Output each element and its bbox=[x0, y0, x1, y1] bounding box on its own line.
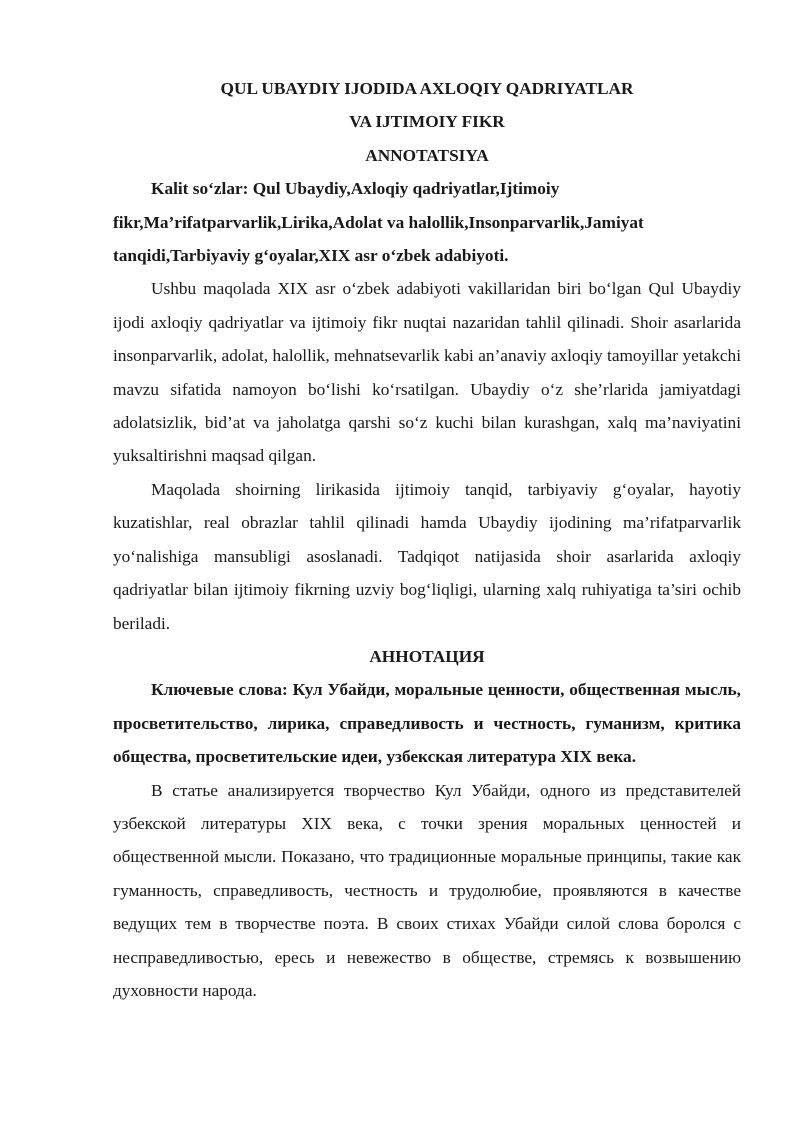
annotation-ru-heading: АННОТАЦИЯ bbox=[369, 646, 485, 666]
annotation-ru-keywords: Ключевые слова: Кул Убайди, моральные ценности, общественная мысль, просветительство, лирика, справедливость и честность, гуманизм, критика общества, просветительские идеи, узбекская литература XIX века. bbox=[113, 680, 741, 767]
article-title-line-1: QUL UBAYDIY IJODIDA AXLOQIY QADRIYATLAR bbox=[220, 79, 634, 98]
annotation-uz-keywords: Kalit so‘zlar: Qul Ubaydiy,Axloqiy qadriyatlar,Ijtimoiy fikr,Ma’rifatparvarlik,Lirika,Adolat va halollik,Insonparvarlik,Jamiyat tanqidi,Tarbiyaviy g‘oyalar,XIX asr o‘zbek adabiyoti. bbox=[113, 179, 644, 266]
annotation-uz-paragraph-2: Maqolada shoirning lirikasida ijtimoiy tanqid, tarbiyaviy g‘oyalar, hayotiy kuzatishlar, real obrazlar tahlil qilinadi hamda Ubaydiy ijodining ma’rifatparvarlik yo‘nalishiga mansubligi asoslanadi. Tadqiqot natijasida shoir asarlarida axloqiy qadriyatlar bilan ijtimoiy fikrning uzviy bog‘liqligi, ularning xalq ruhiyatiga ta’siri ochib beriladi. bbox=[113, 479, 741, 633]
annotation-uz-paragraph-1: Ushbu maqolada XIX asr o‘zbek adabiyoti vakillaridan biri bo‘lgan Qul Ubaydiy ijodi axloqiy qadriyatlar va ijtimoiy fikr nuqtai nazaridan tahlil qilinadi. Shoir asarlarida insonparvarlik, adolat, halollik, mehnatsevarlik kabi an’anaviy axloqiy tamoyillar yetakchi mavzu sifatida namoyon bo‘lishi ko‘rsatilgan. Ubaydiy o‘z she’rlarida jamiyatdagi adolatsizlik, bid’at va jaholatga qarshi so‘z kuchi bilan kurashgan, xalq ma’naviyatini yuksaltirishni maqsad qilgan. bbox=[113, 279, 741, 466]
article-title-line-2: VA IJTIMOIY FIKR bbox=[349, 112, 505, 132]
annotation-ru-paragraph-1: В статье анализируется творчество Кул Убайди, одного из представителей узбекской литературы XIX века, с точки зрения моральных ценностей и общественной мысли. Показано, что традиционные моральные принципы, такие как гуманность, справедливость, честность и трудолюбие, проявляются в качестве ведущих тем в творчестве поэта. В своих стихах Убайди силой слова боролся с несправедливостью, ересь и невежество в обществе, стремясь к возвышению духовности народа. bbox=[113, 780, 741, 1000]
annotation-uz-heading: ANNOTATSIYA bbox=[365, 145, 489, 165]
document-page bbox=[113, 72, 741, 1007]
